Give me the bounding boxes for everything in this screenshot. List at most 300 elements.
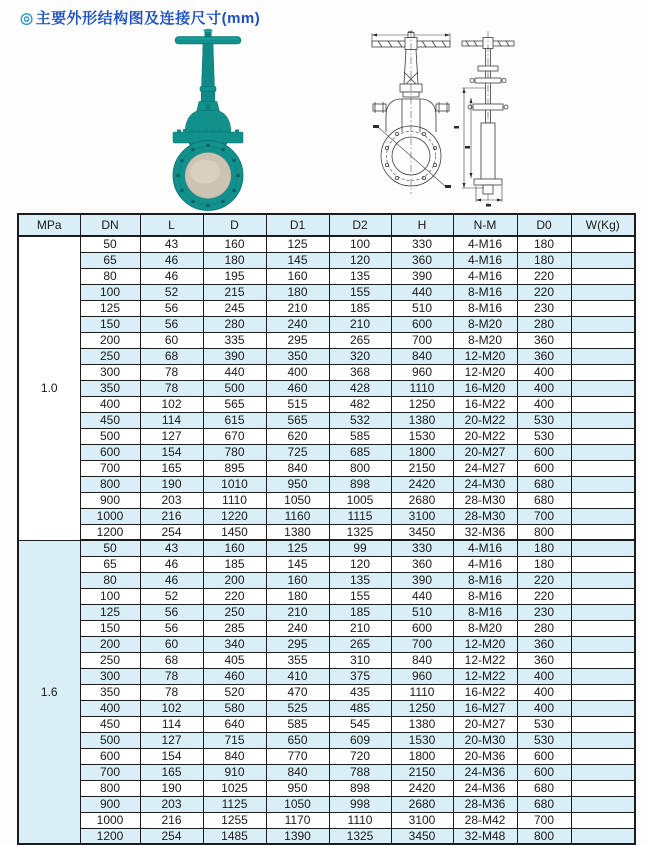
- table-cell: 210: [329, 316, 391, 332]
- table-cell: [571, 364, 635, 380]
- table-cell: [571, 268, 635, 284]
- table-cell: 160: [203, 236, 266, 252]
- table-cell: 4-M16: [453, 252, 517, 268]
- table-cell: 155: [329, 284, 391, 300]
- table-cell: 78: [140, 380, 203, 396]
- table-row: [18, 604, 635, 620]
- table-cell: 350: [80, 684, 140, 700]
- table-cell: 400: [517, 396, 571, 412]
- table-cell: 470: [266, 684, 329, 700]
- table-cell: 20-M22: [453, 428, 517, 444]
- table-cell: [571, 620, 635, 636]
- table-cell: 32-M48: [453, 828, 517, 844]
- table-cell: 102: [140, 700, 203, 716]
- table-cell: 254: [140, 828, 203, 844]
- table-cell: 330: [391, 236, 453, 252]
- table-cell: [571, 508, 635, 524]
- table-cell: [571, 492, 635, 508]
- table-row: [18, 540, 635, 556]
- table-cell: 154: [140, 444, 203, 460]
- table-cell: [571, 412, 635, 428]
- table-cell: 180: [517, 540, 571, 556]
- table-cell: 8-M20: [453, 332, 517, 348]
- table-cell: 600: [517, 460, 571, 476]
- table-cell: 3100: [391, 508, 453, 524]
- table-cell: 1450: [203, 524, 266, 540]
- table-cell: 1220: [203, 508, 266, 524]
- table-cell: 24-M36: [453, 780, 517, 796]
- table-cell: [571, 732, 635, 748]
- table-cell: [571, 348, 635, 364]
- table-cell: 100: [80, 588, 140, 604]
- table-row: [18, 348, 635, 364]
- table-row: [18, 732, 635, 748]
- table-cell: 1250: [391, 700, 453, 716]
- table-cell: 460: [266, 380, 329, 396]
- table-cell: [571, 540, 635, 556]
- table-row: [18, 828, 635, 844]
- table-cell: 390: [391, 268, 453, 284]
- table-cell: 300: [80, 668, 140, 684]
- table-cell: 210: [329, 620, 391, 636]
- table-cell: 1005: [329, 492, 391, 508]
- table-cell: 8-M16: [453, 588, 517, 604]
- table-cell: 440: [391, 588, 453, 604]
- header-dn: DN: [80, 214, 140, 236]
- table-cell: 120: [329, 556, 391, 572]
- table-cell: 220: [517, 572, 571, 588]
- table-cell: 600: [391, 620, 453, 636]
- table-cell: 350: [80, 380, 140, 396]
- table-cell: 300: [80, 364, 140, 380]
- table-cell: 620: [266, 428, 329, 444]
- spec-table-body: [18, 236, 635, 844]
- table-cell: 609: [329, 732, 391, 748]
- table-cell: 200: [80, 332, 140, 348]
- table-cell: 615: [203, 412, 266, 428]
- table-cell: 114: [140, 412, 203, 428]
- table-cell: 52: [140, 588, 203, 604]
- table-cell: 1325: [329, 524, 391, 540]
- table-cell: 340: [203, 636, 266, 652]
- table-cell: 50: [80, 236, 140, 252]
- table-cell: 600: [517, 764, 571, 780]
- table-cell: 28-M36: [453, 796, 517, 812]
- table-row: [18, 524, 635, 540]
- table-cell: 295: [266, 636, 329, 652]
- table-header-row: [18, 214, 635, 236]
- table-cell: 360: [517, 348, 571, 364]
- header-mpa: MPa: [18, 214, 80, 236]
- table-cell: 900: [80, 796, 140, 812]
- table-cell: [571, 780, 635, 796]
- table-cell: 2150: [391, 460, 453, 476]
- table-cell: 600: [391, 316, 453, 332]
- table-cell: 203: [140, 796, 203, 812]
- table-cell: 680: [517, 780, 571, 796]
- table-cell: 60: [140, 332, 203, 348]
- table-cell: [571, 316, 635, 332]
- table-cell: 43: [140, 236, 203, 252]
- table-cell: 585: [329, 428, 391, 444]
- table-cell: 1530: [391, 428, 453, 444]
- table-cell: 12-M22: [453, 652, 517, 668]
- table-cell: 50: [80, 540, 140, 556]
- header-d: D: [203, 214, 266, 236]
- table-cell: 680: [517, 796, 571, 812]
- table-cell: 680: [517, 492, 571, 508]
- table-cell: 68: [140, 652, 203, 668]
- table-cell: 180: [203, 252, 266, 268]
- table-cell: 3100: [391, 812, 453, 828]
- table-cell: 600: [80, 444, 140, 460]
- table-cell: 435: [329, 684, 391, 700]
- table-cell: 125: [80, 300, 140, 316]
- table-cell: 165: [140, 764, 203, 780]
- table-cell: 400: [266, 364, 329, 380]
- table-cell: [571, 476, 635, 492]
- table-cell: 1485: [203, 828, 266, 844]
- table-cell: 1325: [329, 828, 391, 844]
- table-cell: 200: [80, 636, 140, 652]
- mpa-value-cell: 1.0: [18, 236, 80, 540]
- table-cell: 280: [517, 316, 571, 332]
- table-cell: 12-M20: [453, 364, 517, 380]
- table-cell: 910: [203, 764, 266, 780]
- table-cell: 375: [329, 668, 391, 684]
- table-cell: 780: [203, 444, 266, 460]
- table-cell: 1390: [266, 828, 329, 844]
- table-cell: 46: [140, 556, 203, 572]
- table-cell: 8-M16: [453, 572, 517, 588]
- table-cell: 600: [80, 748, 140, 764]
- table-cell: 150: [80, 620, 140, 636]
- table-cell: 24-M27: [453, 460, 517, 476]
- table-cell: [571, 428, 635, 444]
- table-cell: 295: [266, 332, 329, 348]
- table-cell: 210: [266, 300, 329, 316]
- table-cell: [571, 812, 635, 828]
- table-cell: [571, 556, 635, 572]
- table-row: [18, 668, 635, 684]
- table-cell: 1170: [266, 812, 329, 828]
- table-cell: 360: [391, 252, 453, 268]
- table-cell: 135: [329, 572, 391, 588]
- table-row: [18, 268, 635, 284]
- table-row: [18, 620, 635, 636]
- table-cell: 310: [329, 652, 391, 668]
- header-nm: N-M: [453, 214, 517, 236]
- table-cell: 950: [266, 780, 329, 796]
- table-cell: 125: [266, 236, 329, 252]
- table-cell: 12-M20: [453, 348, 517, 364]
- table-cell: 700: [80, 764, 140, 780]
- table-cell: 1110: [391, 684, 453, 700]
- table-cell: 440: [203, 364, 266, 380]
- table-cell: [571, 828, 635, 844]
- table-cell: 1380: [391, 412, 453, 428]
- table-cell: 20-M27: [453, 444, 517, 460]
- table-cell: 450: [80, 412, 140, 428]
- table-cell: 24-M30: [453, 476, 517, 492]
- table-cell: 280: [517, 620, 571, 636]
- table-cell: 650: [266, 732, 329, 748]
- table-row: [18, 332, 635, 348]
- mpa-value-cell: 1.6: [18, 540, 80, 844]
- table-cell: 1110: [203, 492, 266, 508]
- table-cell: 135: [329, 268, 391, 284]
- table-cell: 770: [266, 748, 329, 764]
- table-row: [18, 252, 635, 268]
- table-cell: 4-M16: [453, 556, 517, 572]
- table-cell: 56: [140, 316, 203, 332]
- table-cell: 520: [203, 684, 266, 700]
- table-cell: 482: [329, 396, 391, 412]
- table-cell: 160: [266, 572, 329, 588]
- table-cell: 250: [203, 604, 266, 620]
- table-row: [18, 380, 635, 396]
- table-cell: 400: [80, 396, 140, 412]
- table-cell: [571, 652, 635, 668]
- table-cell: 102: [140, 396, 203, 412]
- table-cell: 190: [140, 780, 203, 796]
- table-cell: 2420: [391, 476, 453, 492]
- table-cell: 360: [517, 332, 571, 348]
- table-cell: 400: [80, 700, 140, 716]
- table-row: [18, 572, 635, 588]
- table-cell: 56: [140, 604, 203, 620]
- table-cell: 1160: [266, 508, 329, 524]
- table-cell: 840: [266, 764, 329, 780]
- table-cell: 1255: [203, 812, 266, 828]
- table-cell: 4-M16: [453, 236, 517, 252]
- table-cell: 100: [329, 236, 391, 252]
- table-cell: [571, 684, 635, 700]
- table-cell: 180: [266, 284, 329, 300]
- table-cell: 127: [140, 732, 203, 748]
- table-cell: 145: [266, 556, 329, 572]
- table-cell: 160: [266, 268, 329, 284]
- table-cell: 960: [391, 364, 453, 380]
- table-cell: 800: [517, 524, 571, 540]
- table-cell: 28-M30: [453, 492, 517, 508]
- table-cell: 46: [140, 268, 203, 284]
- table-cell: 530: [517, 716, 571, 732]
- table-cell: 43: [140, 540, 203, 556]
- table-row: [18, 476, 635, 492]
- table-cell: 410: [266, 668, 329, 684]
- table-cell: 405: [203, 652, 266, 668]
- table-cell: 165: [140, 460, 203, 476]
- table-cell: 368: [329, 364, 391, 380]
- table-cell: [571, 284, 635, 300]
- table-row: [18, 684, 635, 700]
- table-cell: 1530: [391, 732, 453, 748]
- table-cell: 460: [203, 668, 266, 684]
- table-cell: 154: [140, 748, 203, 764]
- table-cell: 800: [80, 476, 140, 492]
- table-cell: [571, 700, 635, 716]
- table-cell: 250: [80, 348, 140, 364]
- table-cell: 532: [329, 412, 391, 428]
- table-cell: 160: [203, 540, 266, 556]
- table-cell: 400: [517, 364, 571, 380]
- table-cell: [571, 252, 635, 268]
- table-cell: 180: [517, 556, 571, 572]
- header-l: L: [140, 214, 203, 236]
- table-cell: 2680: [391, 796, 453, 812]
- table-cell: 898: [329, 476, 391, 492]
- table-cell: 220: [517, 268, 571, 284]
- table-cell: 52: [140, 284, 203, 300]
- table-cell: 800: [80, 780, 140, 796]
- table-row: [18, 700, 635, 716]
- table-cell: 3450: [391, 524, 453, 540]
- table-cell: 360: [517, 652, 571, 668]
- table-cell: 1380: [391, 716, 453, 732]
- table-cell: 254: [140, 524, 203, 540]
- table-cell: 16-M22: [453, 396, 517, 412]
- table-row: [18, 364, 635, 380]
- table-row: [18, 300, 635, 316]
- table-cell: 155: [329, 588, 391, 604]
- header-d0: D0: [517, 214, 571, 236]
- table-cell: 440: [391, 284, 453, 300]
- table-cell: 2420: [391, 780, 453, 796]
- table-row: [18, 444, 635, 460]
- table-row: [18, 284, 635, 300]
- table-cell: 725: [266, 444, 329, 460]
- table-cell: 8-M16: [453, 284, 517, 300]
- table-cell: 240: [266, 316, 329, 332]
- table-cell: [571, 444, 635, 460]
- table-cell: 400: [517, 700, 571, 716]
- knife-gate-valve-photo: [170, 28, 246, 212]
- table-cell: 335: [203, 332, 266, 348]
- table-row: [18, 652, 635, 668]
- table-cell: 20-M36: [453, 748, 517, 764]
- table-cell: 1050: [266, 492, 329, 508]
- table-cell: [571, 668, 635, 684]
- table-row: [18, 428, 635, 444]
- table-cell: 565: [266, 412, 329, 428]
- header-d1: D1: [266, 214, 329, 236]
- table-cell: [571, 396, 635, 412]
- table-cell: 65: [80, 556, 140, 572]
- table-cell: 150: [80, 316, 140, 332]
- table-cell: 185: [203, 556, 266, 572]
- table-cell: 250: [80, 652, 140, 668]
- table-cell: 65: [80, 252, 140, 268]
- table-cell: 400: [517, 668, 571, 684]
- table-cell: 500: [80, 428, 140, 444]
- table-cell: 685: [329, 444, 391, 460]
- table-cell: 230: [517, 604, 571, 620]
- table-cell: 800: [329, 460, 391, 476]
- table-row: [18, 636, 635, 652]
- table-cell: [571, 332, 635, 348]
- table-cell: 1250: [391, 396, 453, 412]
- table-cell: 46: [140, 572, 203, 588]
- table-cell: 24-M36: [453, 764, 517, 780]
- table-cell: 80: [80, 268, 140, 284]
- table-cell: 1110: [329, 812, 391, 828]
- dimension-table: [17, 213, 634, 845]
- table-cell: 20-M30: [453, 732, 517, 748]
- table-cell: 280: [203, 316, 266, 332]
- table-row: [18, 396, 635, 412]
- table-cell: 20-M27: [453, 716, 517, 732]
- table-cell: 960: [391, 668, 453, 684]
- table-cell: [571, 524, 635, 540]
- table-row: [18, 588, 635, 604]
- table-cell: 600: [517, 748, 571, 764]
- table-cell: 68: [140, 348, 203, 364]
- table-cell: 220: [517, 284, 571, 300]
- table-cell: 585: [266, 716, 329, 732]
- table-row: [18, 796, 635, 812]
- table-cell: [571, 764, 635, 780]
- table-cell: [571, 588, 635, 604]
- table-cell: 700: [391, 332, 453, 348]
- table-cell: 515: [266, 396, 329, 412]
- table-cell: 545: [329, 716, 391, 732]
- table-cell: 600: [517, 444, 571, 460]
- table-cell: [571, 572, 635, 588]
- valve-drawings: [366, 28, 526, 213]
- table-cell: 99: [329, 540, 391, 556]
- table-row: [18, 460, 635, 476]
- table-cell: 8-M20: [453, 620, 517, 636]
- table-cell: 220: [517, 588, 571, 604]
- table-cell: 2680: [391, 492, 453, 508]
- table-cell: [571, 460, 635, 476]
- page-title: [20, 7, 260, 28]
- table-cell: 240: [266, 620, 329, 636]
- table-cell: [571, 380, 635, 396]
- valve-front-view-drawing: [372, 30, 451, 194]
- header-wkg: W(Kg): [571, 214, 635, 236]
- table-cell: 355: [266, 652, 329, 668]
- table-row: [18, 492, 635, 508]
- table-cell: 265: [329, 636, 391, 652]
- table-row: [18, 508, 635, 524]
- table-cell: [571, 636, 635, 652]
- table-cell: 28-M42: [453, 812, 517, 828]
- table-cell: 56: [140, 620, 203, 636]
- table-cell: [571, 716, 635, 732]
- table-cell: 20-M22: [453, 412, 517, 428]
- table-cell: 950: [266, 476, 329, 492]
- table-cell: 700: [80, 460, 140, 476]
- table-row: [18, 780, 635, 796]
- table-cell: 720: [329, 748, 391, 764]
- table-cell: 12-M22: [453, 668, 517, 684]
- table-cell: 700: [517, 812, 571, 828]
- table-cell: [571, 748, 635, 764]
- header-d2: D2: [329, 214, 391, 236]
- table-cell: 125: [80, 604, 140, 620]
- table-cell: [571, 236, 635, 252]
- table-row: [18, 764, 635, 780]
- table-cell: 265: [329, 332, 391, 348]
- table-cell: 145: [266, 252, 329, 268]
- table-cell: 127: [140, 428, 203, 444]
- table-cell: 180: [517, 252, 571, 268]
- table-cell: 80: [80, 572, 140, 588]
- table-cell: 4-M16: [453, 268, 517, 284]
- table-cell: 195: [203, 268, 266, 284]
